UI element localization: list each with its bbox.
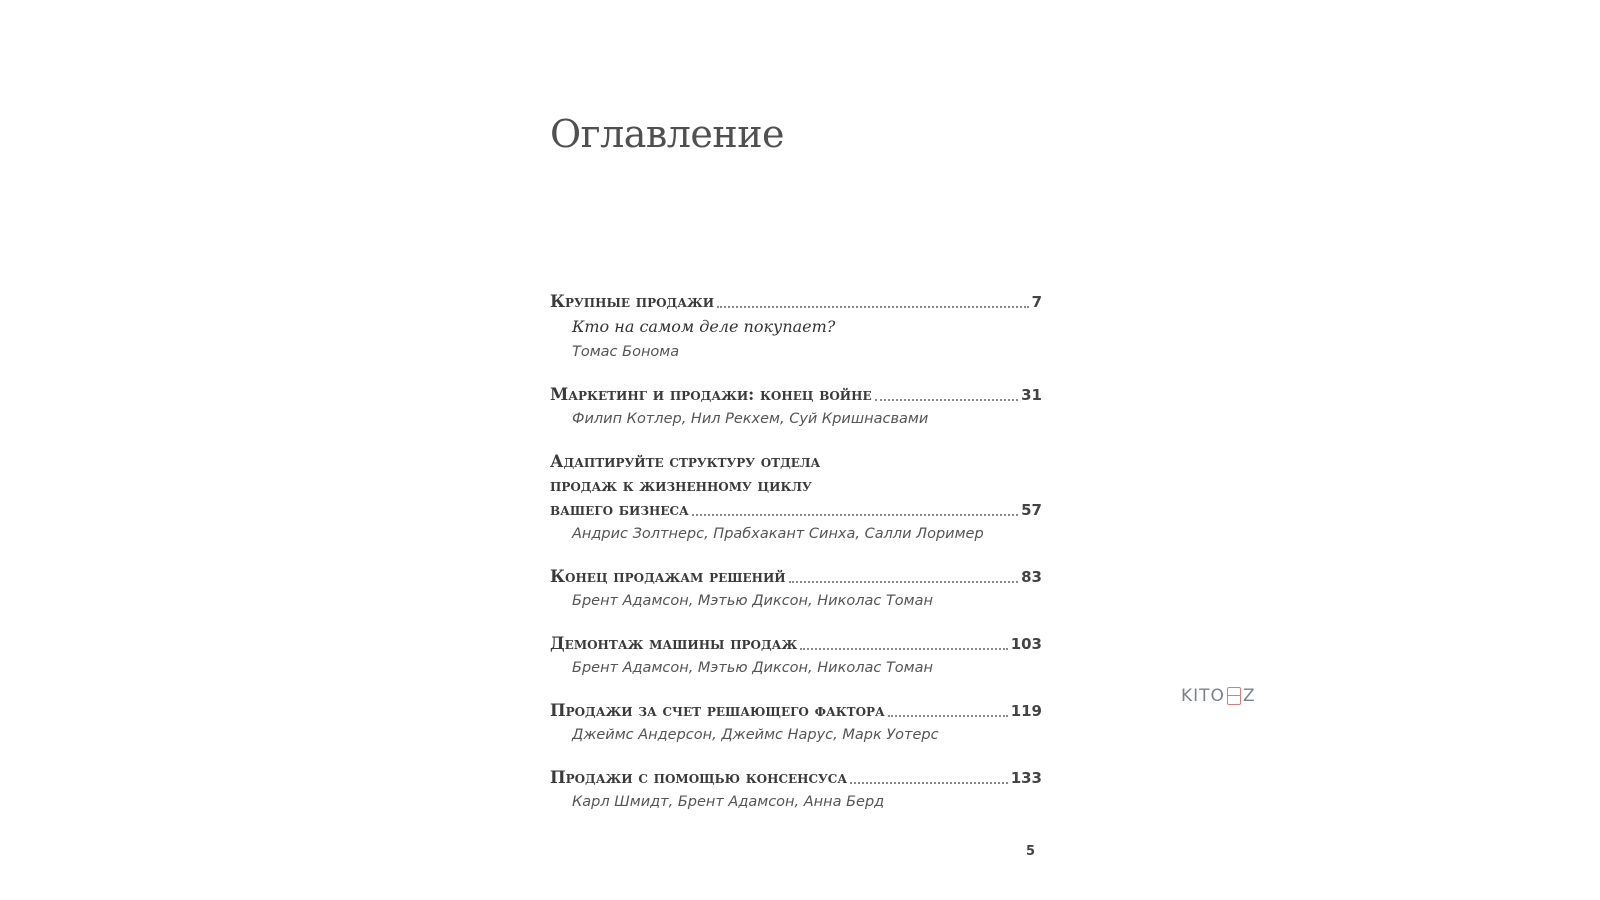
entry-title-line: вашего бизнеса — [550, 500, 689, 519]
watermark-text-right: Z — [1242, 686, 1256, 706]
leader-dots — [800, 648, 1007, 650]
entry-page-number: 119 — [1010, 702, 1042, 720]
toc-entry-row — [550, 766, 1042, 790]
entry-authors: Карл Шмидт, Брент Адамсон, Анна Берд — [572, 794, 885, 810]
toc-entry — [550, 565, 1042, 613]
entry-authors: Филип Котлер, Нил Рекхем, Суй Кришнасвами — [572, 411, 929, 427]
toc-entry-row — [550, 290, 1042, 314]
page-number: 5 — [1026, 844, 1036, 859]
page-title: Оглавление — [550, 112, 785, 156]
leader-dots — [850, 782, 1008, 784]
entry-page-number: 7 — [1031, 293, 1042, 311]
toc-entry — [550, 766, 1042, 814]
entry-title: Демонтаж машины продаж — [550, 634, 798, 653]
watermark-logo — [1181, 686, 1256, 706]
entry-page-number: 133 — [1010, 769, 1042, 787]
toc-entry-row — [550, 565, 1042, 589]
entry-authors: Томас Бонома — [572, 344, 680, 360]
entry-title: Продажи с помощью консенсуса — [550, 768, 848, 787]
entry-page-number: 103 — [1010, 635, 1042, 653]
toc-entry — [550, 699, 1042, 747]
entry-authors: Джеймс Андерсон, Джеймс Нарус, Марк Уотерс — [572, 727, 939, 743]
toc-entry-row — [550, 498, 1042, 522]
entry-page-number: 83 — [1021, 568, 1042, 586]
entry-page-number: 31 — [1021, 386, 1042, 404]
watermark-text-left: KITO — [1181, 686, 1225, 706]
entry-title: Маркетинг и продажи: конец войне — [550, 385, 872, 404]
entry-title: Крупные продажи — [550, 292, 715, 311]
toc-entry-row — [550, 699, 1042, 723]
leader-dots — [717, 306, 1028, 308]
toc-entry-row — [550, 383, 1042, 407]
toc-list — [550, 290, 1042, 833]
toc-entry — [550, 290, 1042, 364]
toc-entry — [550, 383, 1042, 431]
leader-dots — [789, 581, 1018, 583]
toc-entry-row — [550, 632, 1042, 656]
entry-title-line: продаж к жизненному циклу — [550, 476, 812, 495]
leader-dots — [888, 715, 1008, 717]
entry-subtitle: Кто на самом деле покупает? — [572, 317, 836, 336]
entry-title-line: Адаптируйте структуру отдела — [550, 452, 821, 471]
entry-title: Конец продажам решений — [550, 567, 786, 586]
toc-entry — [550, 632, 1042, 680]
entry-authors: Брент Адамсон, Мэтью Диксон, Николас Томан — [572, 660, 933, 676]
leader-dots — [692, 514, 1018, 516]
entry-page-number: 57 — [1021, 501, 1042, 519]
entry-title: Продажи за счет решающего фактора — [550, 701, 885, 720]
entry-authors: Брент Адамсон, Мэтью Диксон, Николас Томан — [572, 593, 933, 609]
book-icon — [1227, 687, 1241, 705]
toc-entry — [550, 450, 1042, 546]
entry-authors: Андрис Золтнерс, Прабхакант Синха, Салли Лоример — [572, 526, 984, 542]
leader-dots — [875, 399, 1019, 401]
